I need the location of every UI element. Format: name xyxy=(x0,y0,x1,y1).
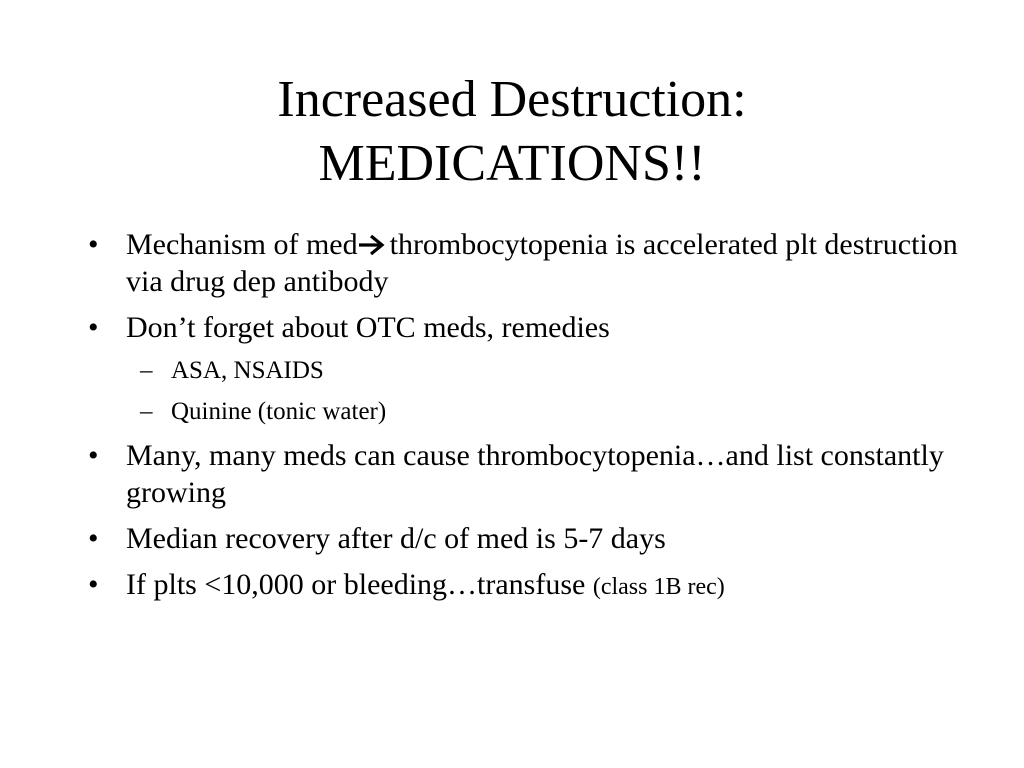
bullet-text: thrombocytopenia is accelerated plt destruction via drug dep antibody xyxy=(126,228,958,298)
sub-bullet-marker: – xyxy=(140,398,153,425)
slide-title-line-2: MEDICATIONS!! xyxy=(318,135,706,192)
bullet-marker: • xyxy=(88,311,99,344)
bullet-marker: • xyxy=(88,228,99,261)
sub-bullet-text: ASA, NSAIDS xyxy=(171,357,324,384)
right-arrow-icon xyxy=(358,234,390,256)
bullet-item-recovery xyxy=(88,520,968,557)
bullet-marker: • xyxy=(88,568,99,601)
bullet-marker: • xyxy=(88,522,99,555)
bullet-text: Don’t forget about OTC meds, remedies xyxy=(126,311,610,344)
bullet-note: (class 1B rec) xyxy=(592,574,725,600)
slide-title xyxy=(0,68,1024,196)
sub-bullet-item xyxy=(88,355,968,386)
bullet-list xyxy=(88,226,968,615)
bullet-marker: • xyxy=(88,439,99,472)
bullet-item-otc xyxy=(88,309,968,346)
sub-bullet-marker: – xyxy=(140,357,153,384)
bullet-text: Median recovery after d/c of med is 5-7 days xyxy=(126,522,666,555)
bullet-item-mechanism xyxy=(88,226,968,300)
slide-title-line-1: Increased Destruction: xyxy=(277,71,747,128)
bullet-item-many-meds xyxy=(88,437,968,511)
sub-bullet-text: Quinine (tonic water) xyxy=(171,398,387,425)
bullet-text: Mechanism of med xyxy=(126,228,358,261)
bullet-text: If plts <10,000 or bleeding…transfuse xyxy=(126,568,593,601)
bullet-item-transfuse xyxy=(88,566,968,606)
sub-bullet-item xyxy=(88,396,968,427)
bullet-text: Many, many meds can cause thrombocytopenia…and list constantly growing xyxy=(126,439,944,509)
